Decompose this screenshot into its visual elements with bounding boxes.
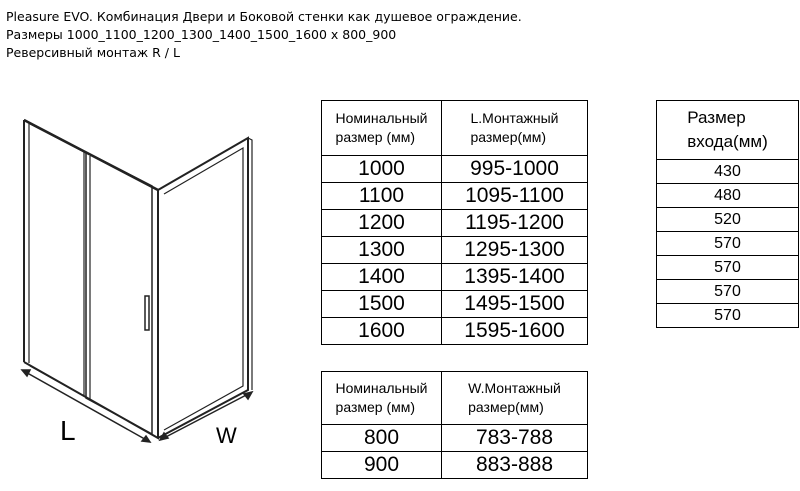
table-row: 1100 1095-1100 <box>322 183 588 210</box>
dimension-line-w <box>160 392 252 440</box>
label-l: L <box>60 415 76 446</box>
shower-enclosure-diagram <box>0 100 310 491</box>
door-frame <box>24 120 158 438</box>
width-col2-header: W.Монтажный размер(мм) <box>442 372 588 425</box>
header-title: Pleasure EVO. Комбинация Двери и Боковой стенки как душевое ограждение. <box>6 9 522 24</box>
width-col1-header: Номинальный размер (мм) <box>322 372 442 425</box>
entry-header: Размер входа(мм) <box>657 101 799 160</box>
length-col2-header: L.Монтажный размер(мм) <box>442 101 588 156</box>
table-row: 1600 1595-1600 <box>322 318 588 345</box>
table-row: 1300 1295-1300 <box>322 237 588 264</box>
label-w: W <box>216 423 237 448</box>
table-row: 570 <box>657 304 799 328</box>
length-col1-header: Номинальный размер (мм) <box>322 101 442 156</box>
length-table <box>321 100 588 345</box>
door-handle <box>145 296 149 330</box>
table-row: 1200 1195-1200 <box>322 210 588 237</box>
table-row: 570 <box>657 232 799 256</box>
header-sizes: Размеры 1000_1100_1200_1300_1400_1500_1600 х 800_900 <box>6 27 397 42</box>
side-panel <box>158 138 248 438</box>
header-mounting: Реверсивный монтаж R / L <box>6 45 180 60</box>
document-header <box>6 8 522 62</box>
width-table <box>321 371 588 479</box>
table-row: 1400 1395-1400 <box>322 264 588 291</box>
table-row: 520 <box>657 208 799 232</box>
table-row: 1500 1495-1500 <box>322 291 588 318</box>
table-row: 570 <box>657 280 799 304</box>
table-row: 1000 995-1000 <box>322 156 588 183</box>
table-row: 480 <box>657 184 799 208</box>
entry-size-table <box>656 100 799 328</box>
table-row: 900 883-888 <box>322 452 588 479</box>
table-row: 570 <box>657 256 799 280</box>
sliding-door <box>86 152 152 434</box>
table-row: 800 783-788 <box>322 425 588 452</box>
table-row: 430 <box>657 160 799 184</box>
